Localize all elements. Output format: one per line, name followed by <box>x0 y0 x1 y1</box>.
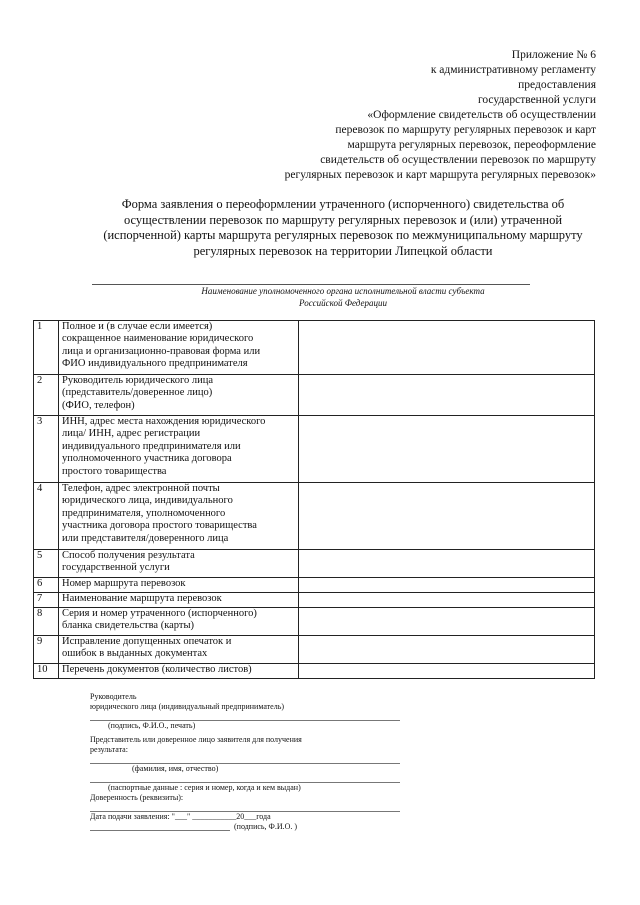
field-label-line: юридического лица, индивидуального <box>62 495 233 507</box>
field-label-line: уполномоченного участника договора <box>62 453 232 465</box>
field-value-cell[interactable] <box>299 664 595 679</box>
row-number: 4 <box>34 483 59 550</box>
field-label <box>59 321 299 375</box>
authority-caption-line: Наименование уполномоченного органа исполнительной власти субъекта <box>201 286 485 296</box>
field-label-line: Серия и номер утраченного (испорченного) <box>62 608 257 619</box>
authority-name-field[interactable] <box>92 284 530 285</box>
row-number: 6 <box>34 578 59 593</box>
form-title-line: осуществлении перевозок по маршруту регулярных перевозок и (или) утраченной <box>123 212 563 227</box>
table-row <box>34 664 595 679</box>
row-number: 5 <box>34 550 59 578</box>
table-row <box>34 593 595 608</box>
field-label-line: сокращенное наименование юридического <box>62 333 254 345</box>
field-value-cell[interactable] <box>299 550 595 578</box>
field-label <box>59 636 299 664</box>
field-value-cell[interactable] <box>299 416 595 483</box>
field-label-line: лица/ ИНН, адрес регистрации <box>62 428 201 440</box>
signature-heading: юридического лица (индивидуальный предприниматель) <box>90 702 285 711</box>
passport-caption: (паспортные данные : серия и номер, когда и кем выдан) <box>108 783 301 792</box>
field-label <box>59 483 299 550</box>
field-label <box>59 578 299 593</box>
field-label-line: предпринимателя, уполномоченного <box>62 507 226 519</box>
field-value-cell[interactable] <box>299 321 595 375</box>
name-caption: (фамилия, имя, отчество) <box>132 764 219 773</box>
field-label-line: (ФИО, телефон) <box>62 399 135 411</box>
signature-caption: (подпись, Ф.И.О., печать) <box>108 721 196 730</box>
table-row <box>34 578 595 593</box>
field-value-cell[interactable] <box>299 593 595 608</box>
appendix-line: свидетельств об осуществлении перевозок по маршруту <box>320 154 596 166</box>
field-value-cell[interactable] <box>299 636 595 664</box>
field-label <box>59 608 299 636</box>
appendix-line: государственной услуги <box>477 94 596 106</box>
authority-caption-line: Российской Федерации <box>299 297 387 308</box>
table-row <box>34 375 595 416</box>
field-label-line: государственной услуги <box>62 562 170 574</box>
appendix-line: «Оформление свидетельств об осуществлении <box>367 109 596 121</box>
row-number: 7 <box>34 593 59 608</box>
row-number: 1 <box>34 321 59 375</box>
table-row <box>34 636 595 664</box>
field-label-line: индивидуального предпринимателя или <box>62 440 241 452</box>
passport-field[interactable] <box>90 774 400 783</box>
application-fields-table <box>33 320 595 679</box>
field-label-line: Номер маршрута перевозок <box>62 578 186 589</box>
field-label-line: простого товарищества <box>62 465 167 477</box>
power-of-attorney-label: Доверенность (реквизиты): <box>90 793 184 802</box>
field-label <box>59 593 299 608</box>
form-title <box>84 197 602 259</box>
field-label-line: бланка свидетельства (карты) <box>62 620 195 632</box>
field-value-cell[interactable] <box>299 483 595 550</box>
form-title-line: Форма заявления о переоформлении утраченного (испорченного) свидетельства об <box>121 197 565 211</box>
field-label-line: ошибок в выданных документах <box>62 648 208 660</box>
field-label-line: Способ получения результата <box>62 550 195 561</box>
final-signature-caption: (подпись, Ф.И.О. ) <box>234 822 298 831</box>
field-value-cell[interactable] <box>299 375 595 416</box>
field-label-line: Исправление допущенных опечаток и <box>62 636 232 647</box>
row-number: 3 <box>34 416 59 483</box>
field-label-line: Наименование маршрута перевозок <box>62 593 222 604</box>
representative-label: Представитель или доверенное лицо заявителя для получения <box>90 735 302 744</box>
representative-label: результата: <box>90 745 128 754</box>
final-signature-field[interactable] <box>90 822 230 831</box>
authority-caption <box>158 286 528 309</box>
field-label-line: участника договора простого товарищества <box>62 520 257 532</box>
row-number: 10 <box>34 664 59 679</box>
head-signature-field[interactable] <box>90 712 400 721</box>
signature-heading: Руководитель <box>90 692 137 701</box>
field-label-line: (представитель/доверенное лицо) <box>62 387 213 399</box>
table-row <box>34 483 595 550</box>
field-label-line: Телефон, адрес электронной почты <box>62 483 220 494</box>
table-row <box>34 550 595 578</box>
appendix-line: регулярных перевозок и карт маршрута регулярных перевозок» <box>284 169 596 181</box>
field-label <box>59 375 299 416</box>
form-title-line: (испорченной) карты маршрута регулярных перевозок по межмуниципальному маршруту <box>103 228 583 242</box>
appendix-line: к административному регламенту <box>430 64 596 76</box>
field-label-line: Руководитель юридического лица <box>62 375 214 386</box>
table-row <box>34 608 595 636</box>
final-signature-row <box>90 822 400 832</box>
appendix-line: предоставления <box>518 79 596 91</box>
appendix-line: Приложение № 6 <box>511 49 596 61</box>
row-number: 9 <box>34 636 59 664</box>
power-of-attorney-field[interactable] <box>90 803 400 812</box>
submission-date-field[interactable]: Дата подачи заявления: "___" ___________20___года <box>90 812 271 821</box>
appendix-line: маршрута регулярных перевозок, переоформление <box>347 139 596 151</box>
form-title-line: регулярных перевозок на территории Липецкой области <box>193 243 493 258</box>
representative-name-field[interactable] <box>90 755 400 764</box>
field-label-line: Перечень документов (количество листов) <box>62 664 252 675</box>
field-value-cell[interactable] <box>299 578 595 593</box>
field-label-line: ФИО индивидуального предпринимателя <box>62 358 248 370</box>
row-number: 8 <box>34 608 59 636</box>
field-label <box>59 416 299 483</box>
field-label-line: ИНН, адрес места нахождения юридического <box>62 416 266 427</box>
field-label <box>59 550 299 578</box>
appendix-header <box>176 48 596 183</box>
field-label-line: Полное и (в случае если имеется) <box>62 321 213 332</box>
table-row <box>34 416 595 483</box>
field-label-line: лица и организационно-правовая форма или <box>62 345 261 357</box>
field-value-cell[interactable] <box>299 608 595 636</box>
field-label-line: или представителя/доверенного лица <box>62 532 229 544</box>
field-label <box>59 664 299 679</box>
table-row <box>34 321 595 375</box>
row-number: 2 <box>34 375 59 416</box>
appendix-line: перевозок по маршруту регулярных перевозок и карт <box>335 124 596 136</box>
signature-block <box>90 692 400 832</box>
